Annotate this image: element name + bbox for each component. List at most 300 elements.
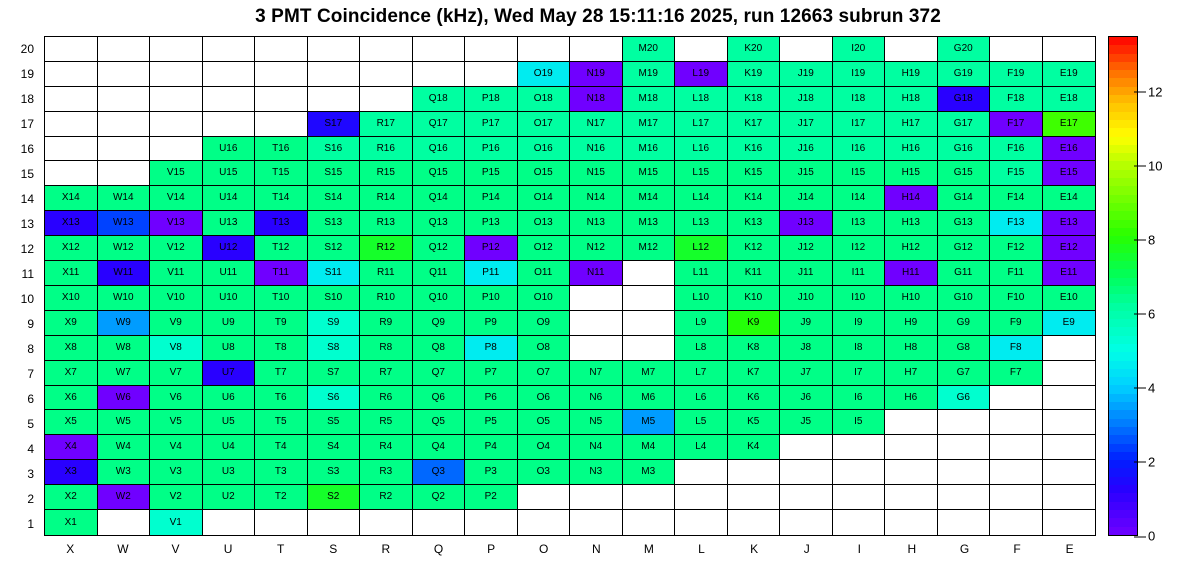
colorbar-band [1109, 303, 1137, 311]
colorbar-band [1109, 394, 1137, 402]
x-tick-label: X [66, 542, 75, 556]
heatmap-cell-j6: J6 [780, 386, 833, 411]
heatmap-cell-empty [98, 62, 151, 87]
heatmap-cell-s14: S14 [308, 186, 361, 211]
heatmap-cell-x11: X11 [45, 261, 98, 286]
heatmap-cell-o3: O3 [518, 460, 571, 485]
colorbar-band [1109, 145, 1137, 153]
colorbar-band [1109, 253, 1137, 261]
heatmap-cell-empty [990, 510, 1043, 535]
heatmap-cell-l15: L15 [675, 161, 728, 186]
heatmap-cell-x10: X10 [45, 286, 98, 311]
heatmap-cell-o19: O19 [518, 62, 571, 87]
heatmap-cell-g19: G19 [938, 62, 991, 87]
heatmap-cell-empty [623, 261, 676, 286]
y-tick-label: 5 [27, 416, 34, 431]
heatmap-cell-empty [308, 37, 361, 62]
heatmap-cell-u7: U7 [203, 361, 256, 386]
y-tick-label: 13 [20, 216, 34, 231]
heatmap-cell-empty [1043, 410, 1096, 435]
heatmap-cell-o11: O11 [518, 261, 571, 286]
heatmap-cell-h16: H16 [885, 137, 938, 162]
heatmap-cell-p11: P11 [465, 261, 518, 286]
colorbar-tick: 8 [1148, 232, 1155, 247]
heatmap-cell-i18: I18 [833, 87, 886, 112]
heatmap-cell-l8: L8 [675, 336, 728, 361]
heatmap-cell-n6: N6 [570, 386, 623, 411]
heatmap-cell-x13: X13 [45, 211, 98, 236]
heatmap-cell-r6: R6 [360, 386, 413, 411]
heatmap-cell-empty [1043, 361, 1096, 386]
colorbar-tick: 2 [1148, 454, 1155, 469]
heatmap-cell-v5: V5 [150, 410, 203, 435]
heatmap-cell-x12: X12 [45, 236, 98, 261]
heatmap-cell-v7: V7 [150, 361, 203, 386]
heatmap-cell-n16: N16 [570, 137, 623, 162]
y-tick-label: 11 [21, 266, 34, 281]
heatmap-cell-o10: O10 [518, 286, 571, 311]
heatmap-cell-i8: I8 [833, 336, 886, 361]
heatmap-cell-empty [885, 37, 938, 62]
heatmap-cell-empty [255, 510, 308, 535]
heatmap-cell-t3: T3 [255, 460, 308, 485]
heatmap-cell-empty [150, 37, 203, 62]
heatmap-cell-e13: E13 [1043, 211, 1096, 236]
heatmap-cell-j16: J16 [780, 137, 833, 162]
heatmap-cell-m19: M19 [623, 62, 676, 87]
heatmap-cell-j11: J11 [780, 261, 833, 286]
heatmap-cell-l9: L9 [675, 311, 728, 336]
heatmap-cell-s9: S9 [308, 311, 361, 336]
heatmap-cell-o16: O16 [518, 137, 571, 162]
heatmap-cell-empty [1043, 485, 1096, 510]
heatmap-cell-m15: M15 [623, 161, 676, 186]
heatmap-cell-n12: N12 [570, 236, 623, 261]
colorbar-band [1109, 460, 1137, 468]
heatmap-cell-q16: Q16 [413, 137, 466, 162]
heatmap-cell-g11: G11 [938, 261, 991, 286]
heatmap-plot-area [44, 36, 1096, 536]
heatmap-cell-h11: H11 [885, 261, 938, 286]
heatmap-cell-k19: K19 [728, 62, 781, 87]
heatmap-cell-o18: O18 [518, 87, 571, 112]
heatmap-cell-e15: E15 [1043, 161, 1096, 186]
y-axis-labels [0, 36, 40, 536]
x-axis-labels [44, 540, 1096, 560]
heatmap-cell-t14: T14 [255, 186, 308, 211]
heatmap-cell-w6: W6 [98, 386, 151, 411]
chart-title: 3 PMT Coincidence (kHz), Wed May 28 15:11:16 2025, run 12663 subrun 372 [255, 6, 941, 27]
heatmap-cell-p8: P8 [465, 336, 518, 361]
colorbar-band [1109, 444, 1137, 452]
heatmap-cell-i12: I12 [833, 236, 886, 261]
heatmap-cell-l12: L12 [675, 236, 728, 261]
heatmap-cell-o12: O12 [518, 236, 571, 261]
colorbar-band [1109, 311, 1137, 319]
x-tick-label: N [591, 542, 601, 556]
heatmap-cell-empty [938, 485, 991, 510]
colorbar-band [1109, 153, 1137, 161]
heatmap-cell-r10: R10 [360, 286, 413, 311]
colorbar-tick-mark [1134, 536, 1146, 537]
heatmap-cell-i5: I5 [833, 410, 886, 435]
heatmap-cell-r13: R13 [360, 211, 413, 236]
heatmap-cell-p7: P7 [465, 361, 518, 386]
heatmap-cell-u14: U14 [203, 186, 256, 211]
colorbar-band [1109, 452, 1137, 460]
colorbar-band [1109, 419, 1137, 427]
heatmap-cell-q15: Q15 [413, 161, 466, 186]
heatmap-cell-o7: O7 [518, 361, 571, 386]
heatmap-cell-v10: V10 [150, 286, 203, 311]
heatmap-cell-i15: I15 [833, 161, 886, 186]
heatmap-cell-p3: P3 [465, 460, 518, 485]
colorbar-band [1109, 70, 1137, 78]
heatmap-cell-x6: X6 [45, 386, 98, 411]
heatmap-cell-empty [938, 435, 991, 460]
heatmap-cell-p18: P18 [465, 87, 518, 112]
heatmap-cell-empty [570, 485, 623, 510]
heatmap-cell-f13: F13 [990, 211, 1043, 236]
heatmap-cell-u15: U15 [203, 161, 256, 186]
heatmap-cell-t9: T9 [255, 311, 308, 336]
heatmap-cell-x14: X14 [45, 186, 98, 211]
heatmap-cell-m13: M13 [623, 211, 676, 236]
x-tick-label: G [959, 542, 970, 556]
colorbar-band [1109, 112, 1137, 120]
heatmap-cell-i17: I17 [833, 112, 886, 137]
heatmap-cell-empty [255, 87, 308, 112]
heatmap-cell-s17: S17 [308, 112, 361, 137]
heatmap-cell-u5: U5 [203, 410, 256, 435]
x-tick-label: O [539, 542, 549, 556]
heatmap-cell-m6: M6 [623, 386, 676, 411]
heatmap-cell-p4: P4 [465, 435, 518, 460]
heatmap-cell-h17: H17 [885, 112, 938, 137]
heatmap-cell-l5: L5 [675, 410, 728, 435]
colorbar-tick-mark [1134, 388, 1146, 389]
heatmap-cell-empty [938, 460, 991, 485]
heatmap-cell-e17: E17 [1043, 112, 1096, 137]
heatmap-cell-m3: M3 [623, 460, 676, 485]
x-tick-label: L [698, 542, 705, 556]
heatmap-cell-empty [308, 62, 361, 87]
heatmap-cell-empty [360, 87, 413, 112]
heatmap-cell-empty [885, 460, 938, 485]
heatmap-cell-empty [623, 311, 676, 336]
heatmap-cell-empty [255, 37, 308, 62]
heatmap-cell-q8: Q8 [413, 336, 466, 361]
heatmap-cell-k13: K13 [728, 211, 781, 236]
heatmap-cell-empty [203, 37, 256, 62]
heatmap-cell-u4: U4 [203, 435, 256, 460]
heatmap-cell-g15: G15 [938, 161, 991, 186]
heatmap-cell-w8: W8 [98, 336, 151, 361]
heatmap-cell-f14: F14 [990, 186, 1043, 211]
colorbar-band [1109, 402, 1137, 410]
heatmap-cell-n19: N19 [570, 62, 623, 87]
heatmap-cell-p10: P10 [465, 286, 518, 311]
x-tick-label: P [487, 542, 496, 556]
heatmap-cell-s16: S16 [308, 137, 361, 162]
heatmap-cell-i11: I11 [833, 261, 886, 286]
colorbar-band [1109, 527, 1137, 535]
heatmap-cell-r14: R14 [360, 186, 413, 211]
heatmap-cell-u9: U9 [203, 311, 256, 336]
heatmap-cell-i19: I19 [833, 62, 886, 87]
colorbar-band [1109, 336, 1137, 344]
heatmap-cell-empty [990, 410, 1043, 435]
heatmap-cell-empty [98, 161, 151, 186]
colorbar-band [1109, 278, 1137, 286]
heatmap-cell-f16: F16 [990, 137, 1043, 162]
heatmap-cell-o8: O8 [518, 336, 571, 361]
heatmap-cell-w9: W9 [98, 311, 151, 336]
heatmap-cell-v2: V2 [150, 485, 203, 510]
heatmap-cell-q18: Q18 [413, 87, 466, 112]
heatmap-cell-n3: N3 [570, 460, 623, 485]
heatmap-cell-empty [308, 87, 361, 112]
heatmap-cell-t4: T4 [255, 435, 308, 460]
heatmap-cell-u11: U11 [203, 261, 256, 286]
y-tick-label: 20 [20, 41, 34, 56]
heatmap-cell-empty [675, 485, 728, 510]
heatmap-cell-p16: P16 [465, 137, 518, 162]
heatmap-cell-p17: P17 [465, 112, 518, 137]
colorbar-band [1109, 427, 1137, 435]
heatmap-cell-p15: P15 [465, 161, 518, 186]
heatmap-cell-i6: I6 [833, 386, 886, 411]
heatmap-cell-j15: J15 [780, 161, 833, 186]
heatmap-cell-f10: F10 [990, 286, 1043, 311]
heatmap-cell-q5: Q5 [413, 410, 466, 435]
colorbar-band [1109, 294, 1137, 302]
heatmap-cell-j9: J9 [780, 311, 833, 336]
heatmap-cell-t7: T7 [255, 361, 308, 386]
heatmap-cell-v14: V14 [150, 186, 203, 211]
heatmap-cell-j17: J17 [780, 112, 833, 137]
heatmap-cell-empty [990, 460, 1043, 485]
heatmap-cell-empty [413, 37, 466, 62]
heatmap-cell-h13: H13 [885, 211, 938, 236]
heatmap-cell-q10: Q10 [413, 286, 466, 311]
heatmap-cell-s2: S2 [308, 485, 361, 510]
heatmap-cell-empty [990, 435, 1043, 460]
heatmap-cell-empty [623, 510, 676, 535]
heatmap-cell-u6: U6 [203, 386, 256, 411]
heatmap-cell-q11: Q11 [413, 261, 466, 286]
heatmap-cell-v11: V11 [150, 261, 203, 286]
heatmap-cell-empty [833, 485, 886, 510]
heatmap-cell-v3: V3 [150, 460, 203, 485]
heatmap-cell-s13: S13 [308, 211, 361, 236]
heatmap-cell-g17: G17 [938, 112, 991, 137]
heatmap-cell-h8: H8 [885, 336, 938, 361]
heatmap-cell-empty [1043, 435, 1096, 460]
heatmap-cell-empty [728, 510, 781, 535]
heatmap-cell-empty [570, 336, 623, 361]
heatmap-cell-empty [518, 510, 571, 535]
colorbar-tick-mark [1134, 240, 1146, 241]
heatmap-cell-l10: L10 [675, 286, 728, 311]
x-tick-label: Q [433, 542, 444, 556]
colorbar-band [1109, 95, 1137, 103]
heatmap-cell-k17: K17 [728, 112, 781, 137]
heatmap-cell-s5: S5 [308, 410, 361, 435]
heatmap-cell-m18: M18 [623, 87, 676, 112]
heatmap-cell-empty [98, 510, 151, 535]
heatmap-cell-empty [833, 510, 886, 535]
heatmap-cell-j19: J19 [780, 62, 833, 87]
y-tick-label: 16 [20, 141, 34, 156]
colorbar-band [1109, 518, 1137, 526]
colorbar-band [1109, 195, 1137, 203]
heatmap-cell-w7: W7 [98, 361, 151, 386]
heatmap-cell-f15: F15 [990, 161, 1043, 186]
heatmap-cell-s4: S4 [308, 435, 361, 460]
heatmap-cell-empty [780, 460, 833, 485]
heatmap-cell-s12: S12 [308, 236, 361, 261]
heatmap-cell-h7: H7 [885, 361, 938, 386]
heatmap-cell-empty [255, 112, 308, 137]
heatmap-cell-k14: K14 [728, 186, 781, 211]
heatmap-cell-w10: W10 [98, 286, 151, 311]
heatmap-cell-empty [1043, 37, 1096, 62]
heatmap-cell-empty [570, 311, 623, 336]
heatmap-cell-r4: R4 [360, 435, 413, 460]
heatmap-cell-p2: P2 [465, 485, 518, 510]
heatmap-cell-t10: T10 [255, 286, 308, 311]
heatmap-cell-x4: X4 [45, 435, 98, 460]
heatmap-cell-s11: S11 [308, 261, 361, 286]
heatmap-cell-x9: X9 [45, 311, 98, 336]
heatmap-cell-s10: S10 [308, 286, 361, 311]
heatmap-cell-m16: M16 [623, 137, 676, 162]
heatmap-cell-empty [990, 37, 1043, 62]
heatmap-cell-k4: K4 [728, 435, 781, 460]
heatmap-cell-x3: X3 [45, 460, 98, 485]
heatmap-cell-r9: R9 [360, 311, 413, 336]
heatmap-cell-p13: P13 [465, 211, 518, 236]
heatmap-cell-o17: O17 [518, 112, 571, 137]
heatmap-grid [45, 37, 1095, 535]
colorbar-band [1109, 352, 1137, 360]
heatmap-cell-w13: W13 [98, 211, 151, 236]
heatmap-cell-l7: L7 [675, 361, 728, 386]
heatmap-cell-o5: O5 [518, 410, 571, 435]
colorbar-tick: 10 [1148, 158, 1162, 173]
colorbar-band [1109, 178, 1137, 186]
heatmap-cell-q2: Q2 [413, 485, 466, 510]
colorbar-tick-mark [1134, 314, 1146, 315]
colorbar-band [1109, 62, 1137, 70]
heatmap-cell-l6: L6 [675, 386, 728, 411]
heatmap-cell-j10: J10 [780, 286, 833, 311]
heatmap-cell-empty [623, 286, 676, 311]
heatmap-cell-m4: M4 [623, 435, 676, 460]
heatmap-cell-j13: J13 [780, 211, 833, 236]
heatmap-cell-k9: K9 [728, 311, 781, 336]
heatmap-cell-j8: J8 [780, 336, 833, 361]
heatmap-cell-m20: M20 [623, 37, 676, 62]
heatmap-cell-g12: G12 [938, 236, 991, 261]
heatmap-cell-w4: W4 [98, 435, 151, 460]
heatmap-cell-empty [885, 485, 938, 510]
heatmap-cell-empty [780, 485, 833, 510]
heatmap-cell-p5: P5 [465, 410, 518, 435]
heatmap-cell-v13: V13 [150, 211, 203, 236]
y-tick-label: 8 [27, 341, 34, 356]
heatmap-cell-t12: T12 [255, 236, 308, 261]
heatmap-cell-r8: R8 [360, 336, 413, 361]
heatmap-cell-e11: E11 [1043, 261, 1096, 286]
colorbar-band [1109, 170, 1137, 178]
heatmap-cell-k6: K6 [728, 386, 781, 411]
heatmap-cell-u2: U2 [203, 485, 256, 510]
heatmap-cell-h15: H15 [885, 161, 938, 186]
heatmap-cell-w11: W11 [98, 261, 151, 286]
heatmap-cell-empty [623, 336, 676, 361]
y-tick-label: 9 [27, 316, 34, 331]
heatmap-cell-w14: W14 [98, 186, 151, 211]
heatmap-cell-empty [465, 37, 518, 62]
heatmap-cell-empty [203, 87, 256, 112]
y-tick-label: 4 [27, 441, 34, 456]
colorbar-band [1109, 269, 1137, 277]
heatmap-cell-e18: E18 [1043, 87, 1096, 112]
heatmap-cell-m14: M14 [623, 186, 676, 211]
heatmap-cell-s7: S7 [308, 361, 361, 386]
heatmap-cell-r15: R15 [360, 161, 413, 186]
heatmap-cell-n17: N17 [570, 112, 623, 137]
colorbar-band [1109, 128, 1137, 136]
colorbar-band [1109, 385, 1137, 393]
heatmap-cell-x7: X7 [45, 361, 98, 386]
heatmap-cell-empty [45, 112, 98, 137]
heatmap-cell-empty [150, 137, 203, 162]
heatmap-cell-h14: H14 [885, 186, 938, 211]
y-tick-label: 15 [20, 166, 34, 181]
colorbar-band [1109, 327, 1137, 335]
heatmap-cell-empty [308, 510, 361, 535]
heatmap-cell-f18: F18 [990, 87, 1043, 112]
heatmap-cell-i16: I16 [833, 137, 886, 162]
colorbar-band [1109, 261, 1137, 269]
heatmap-cell-o9: O9 [518, 311, 571, 336]
heatmap-cell-h10: H10 [885, 286, 938, 311]
y-tick-label: 18 [20, 91, 34, 106]
colorbar-band [1109, 87, 1137, 95]
colorbar-band [1109, 103, 1137, 111]
heatmap-cell-x1: X1 [45, 510, 98, 535]
heatmap-cell-empty [780, 510, 833, 535]
heatmap-cell-v6: V6 [150, 386, 203, 411]
colorbar-band [1109, 286, 1137, 294]
heatmap-cell-l19: L19 [675, 62, 728, 87]
heatmap-cell-k8: K8 [728, 336, 781, 361]
heatmap-cell-h18: H18 [885, 87, 938, 112]
heatmap-cell-empty [1043, 336, 1096, 361]
heatmap-cell-r11: R11 [360, 261, 413, 286]
heatmap-cell-g16: G16 [938, 137, 991, 162]
colorbar-band [1109, 468, 1137, 476]
heatmap-cell-empty [1043, 460, 1096, 485]
heatmap-cell-empty [45, 87, 98, 112]
heatmap-cell-empty [203, 62, 256, 87]
heatmap-cell-k16: K16 [728, 137, 781, 162]
heatmap-cell-f7: F7 [990, 361, 1043, 386]
colorbar-band [1109, 377, 1137, 385]
